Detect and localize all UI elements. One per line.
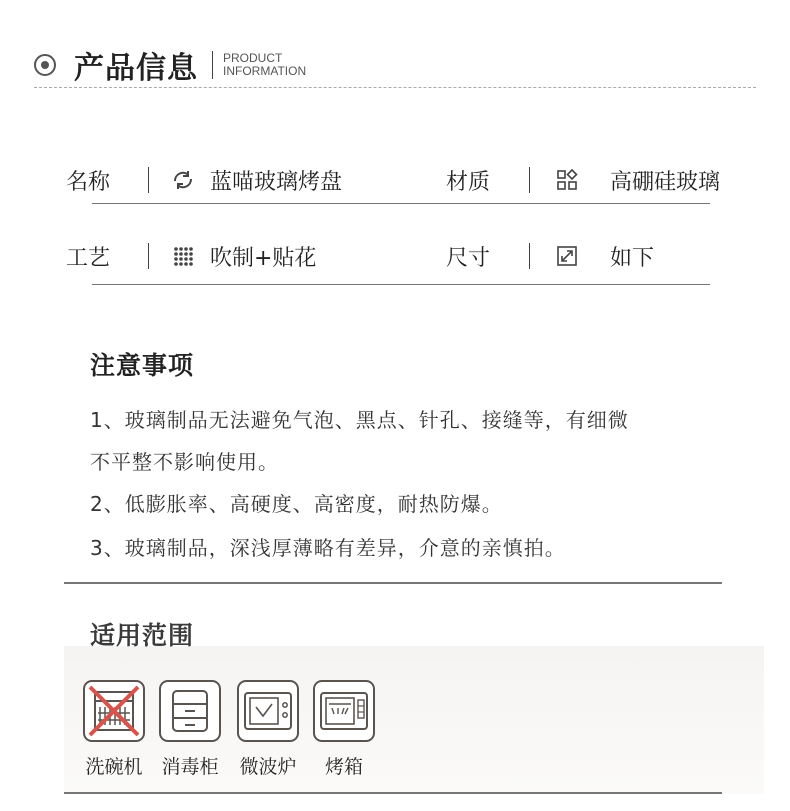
usage-item-oven xyxy=(312,680,376,779)
notes-title: 注意事项 xyxy=(90,351,195,380)
oven-icon xyxy=(313,680,375,742)
target-circle-icon xyxy=(34,54,56,76)
refresh-icon xyxy=(170,160,196,200)
usage-item-label: 微波炉 xyxy=(239,756,297,778)
usage-item-dishwasher xyxy=(82,680,146,779)
section-header xyxy=(34,40,306,90)
info-label-name: 名称 xyxy=(66,169,111,195)
info-separator xyxy=(148,243,149,269)
section-title: 产品信息 xyxy=(74,51,198,86)
usage-item-sterilizer xyxy=(158,680,222,779)
title-en-line1: PRODUCT xyxy=(223,51,283,65)
usage-item-microwave xyxy=(236,680,300,779)
header-dashed-divider xyxy=(34,87,756,88)
info-value-craft: 吹制+贴花 xyxy=(210,245,317,271)
row-divider xyxy=(92,203,710,204)
bottom-divider xyxy=(64,792,722,794)
dishwasher-icon xyxy=(83,680,145,742)
info-separator xyxy=(529,167,530,193)
title-separator xyxy=(212,51,213,79)
note-line: 2、低膨胀率、高硬度、高密度，耐热防爆。 xyxy=(90,492,503,516)
info-label-material: 材质 xyxy=(446,169,491,195)
info-separator xyxy=(529,243,530,269)
resize-icon xyxy=(554,236,580,276)
sterilizer-cabinet-icon xyxy=(159,680,221,742)
row-divider xyxy=(92,284,710,285)
info-row xyxy=(66,236,746,276)
info-value-size: 如下 xyxy=(610,245,655,271)
title-en-line2: INFORMATION xyxy=(223,64,307,78)
info-label-craft: 工艺 xyxy=(66,245,111,271)
info-value-name: 蓝喵玻璃烤盘 xyxy=(210,169,343,195)
grid-shapes-icon xyxy=(554,160,580,200)
info-row xyxy=(66,160,746,200)
section-title-en xyxy=(223,52,306,78)
usage-item-label: 烤箱 xyxy=(324,756,363,778)
usage-title: 适用范围 xyxy=(90,621,195,650)
info-label-size: 尺寸 xyxy=(446,245,491,271)
usage-item-label: 洗碗机 xyxy=(85,756,143,778)
info-separator xyxy=(148,167,149,193)
note-line: 不平整不影响使用。 xyxy=(90,450,279,474)
note-line: 1、玻璃制品无法避免气泡、黑点、针孔、接缝等，有细微 xyxy=(90,408,629,432)
info-value-material: 高硼硅玻璃 xyxy=(610,169,721,195)
dot-grid-icon xyxy=(170,236,196,276)
section-divider xyxy=(64,582,722,584)
note-line: 3、玻璃制品，深浅厚薄略有差异，介意的亲慎拍。 xyxy=(90,536,566,560)
usage-item-label: 消毒柜 xyxy=(161,756,219,778)
microwave-icon xyxy=(237,680,299,742)
